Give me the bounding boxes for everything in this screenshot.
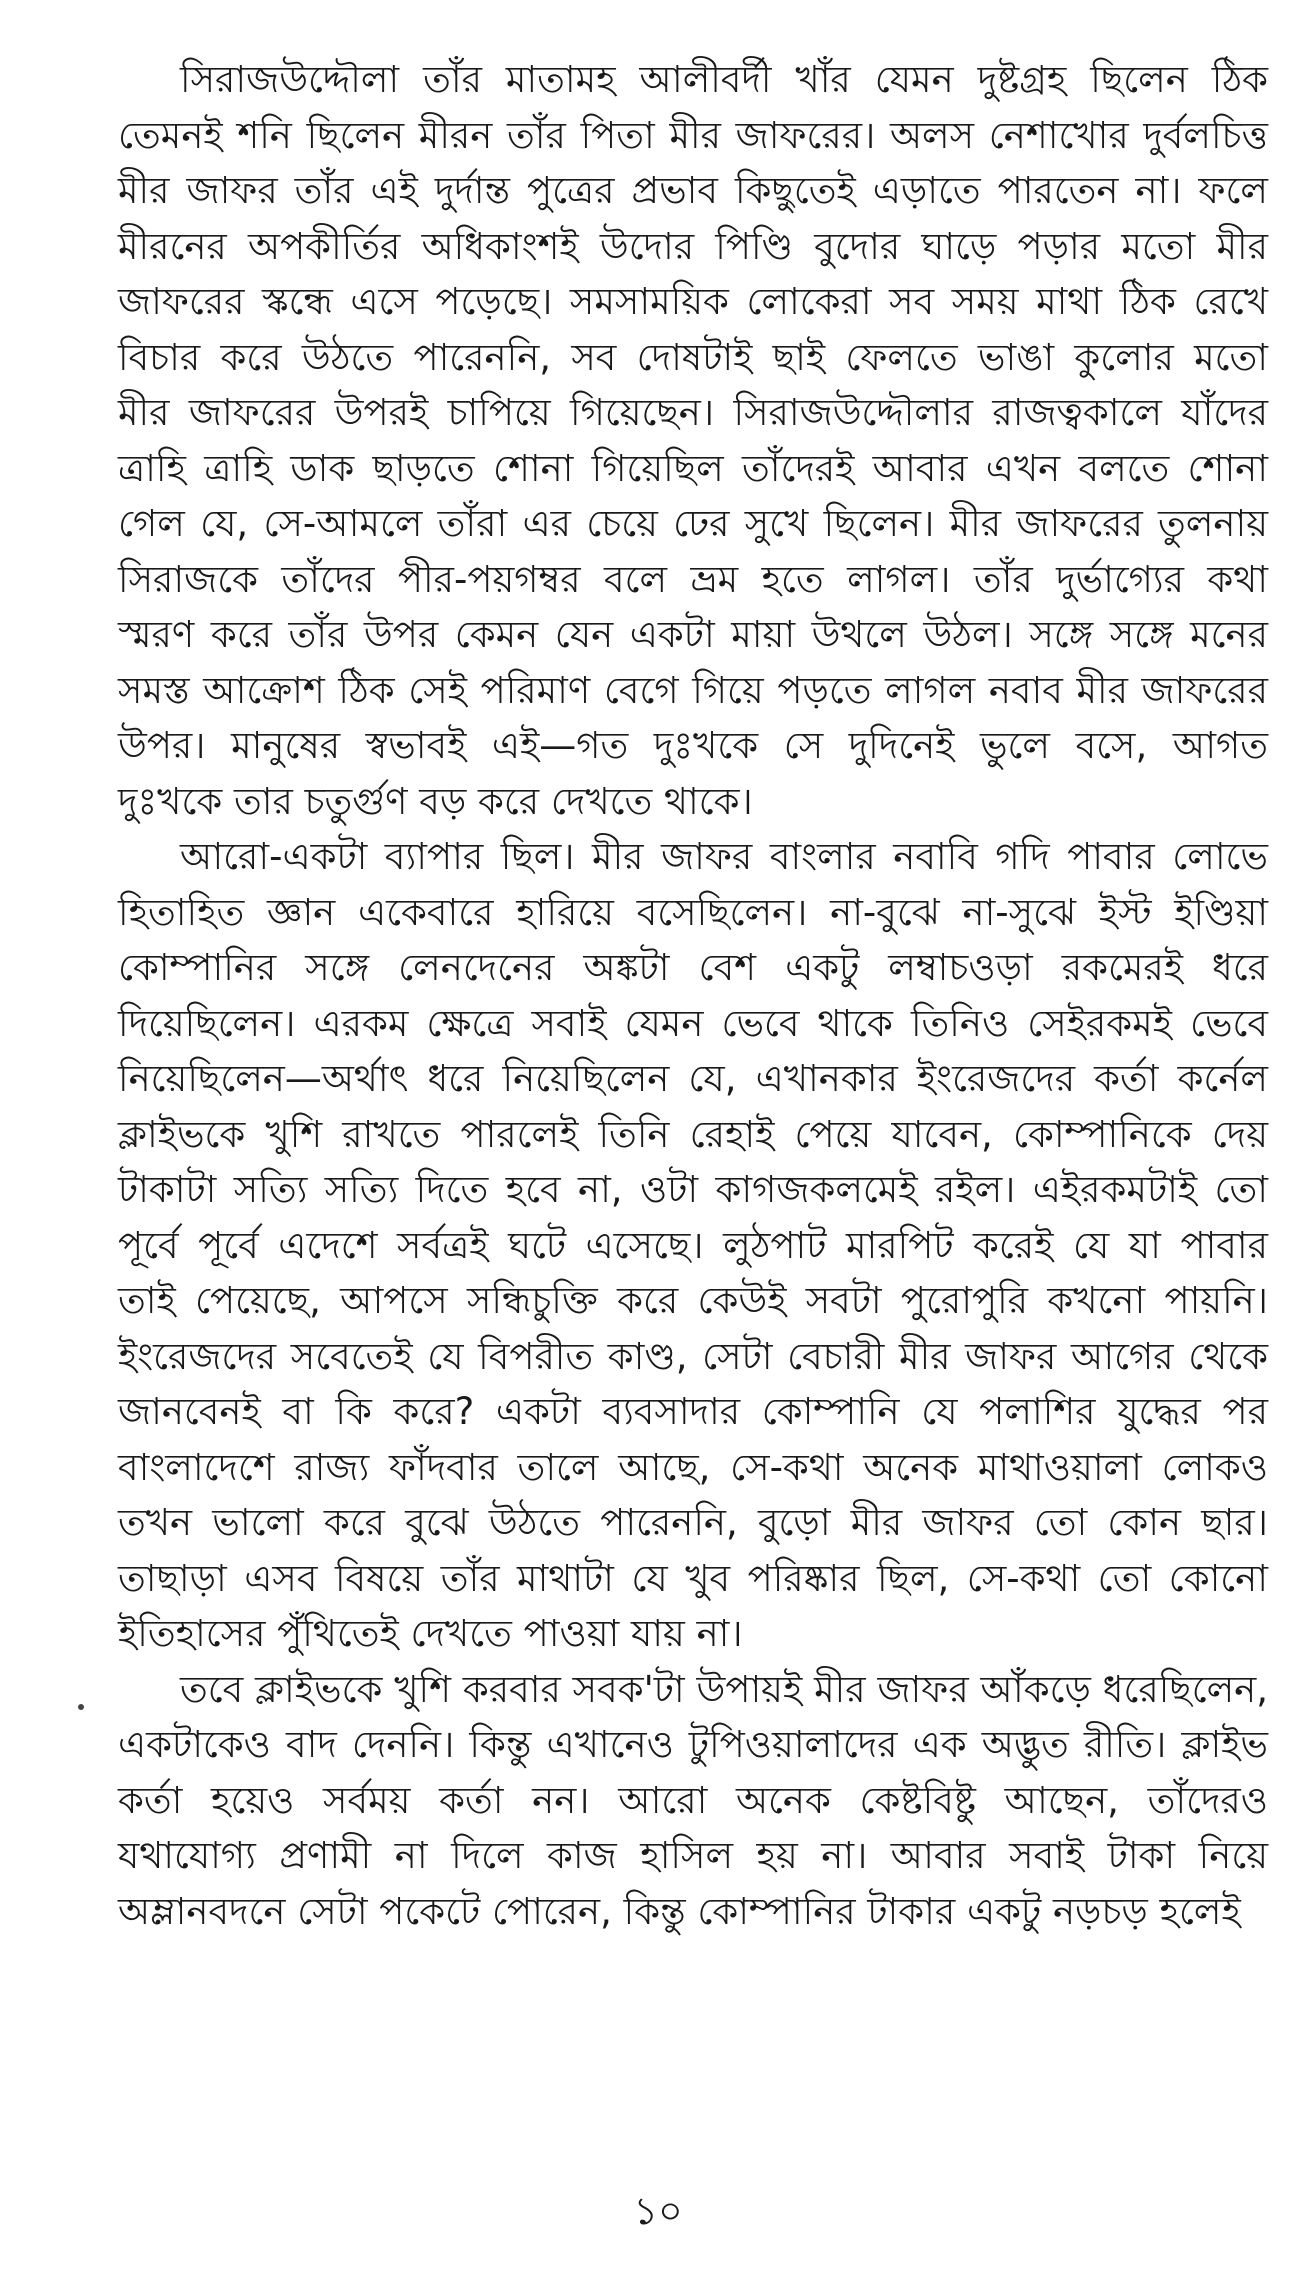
text-line: গেল যে, সে-আমলে তাঁরা এর চেয়ে ঢের সুখে ছিলেন। মীর জাফরের তুলনায় (118, 502, 1268, 545)
text-line: অম্লানবদনে সেটা পকেটে পোরেন, কিন্তু কোম্পানির টাকার একটু নড়চড় হলেই (118, 1889, 1241, 1933)
text-line: যথাযোগ্য প্রণামী না দিলে কাজ হাসিল হয় না। আবার সবাই টাকা নিয়ে (118, 1834, 1268, 1877)
text-line: ত্রাহি ত্রাহি ডাক ছাড়তে শোনা গিয়েছিল তাঁদেরই আবার এখন বলতে শোনা (118, 446, 1268, 490)
text-line: বাংলাদেশে রাজ্য ফাঁদবার তালে আছে, সে-কথা অনেক মাথাওয়ালা লোকও (118, 1445, 1268, 1489)
text-line: মীরনের অপকীর্তির অধিকাংশই উদোর পিণ্ডি বুদোর ঘাড়ে পড়ার মতো মীর (118, 224, 1268, 268)
text-line: ইতিহাসের পুঁথিতেই দেখতে পাওয়া যায় না। (118, 1612, 743, 1655)
text-line: জাফরের স্কন্ধে এসে পড়েছে। সমসাময়িক লোকেরা সব সময় মাথা ঠিক রেখে (118, 280, 1268, 323)
text-line: ক্লাইভকে খুশি রাখতে পারলেই তিনি রেহাই পেয়ে যাবেন, কোম্পানিকে দেয় (118, 1112, 1268, 1156)
paragraph-1 (118, 52, 1268, 829)
text-line: একটাকেও বাদ দেননি। কিন্তু এখানেও টুপিওয়ালাদের এক অদ্ভুত রীতি। ক্লাইভ (118, 1723, 1268, 1766)
text-line: জানবেনই বা কি করে? একটা ব্যবসাদার কোম্পানি যে পলাশির যুদ্ধের পর (118, 1390, 1268, 1433)
text-line: তখন ভালো করে বুঝে উঠতে পারেননি, বুড়ো মীর জাফর তো কোন ছার। (118, 1501, 1268, 1544)
text-line: টাকাটা সত্যি সত্যি দিতে হবে না, ওটা কাগজকলমেই রইল। এইরকমটাই তো (118, 1168, 1268, 1211)
text-line: দিয়েছিলেন। এরকম ক্ষেত্রে সবাই যেমন ভেবে থাকে তিনিও সেইরকমই ভেবে (118, 1001, 1268, 1045)
text-line: সমস্ত আক্রোশ ঠিক সেই পরিমাণ বেগে গিয়ে পড়তে লাগল নবাব মীর জাফরের (118, 668, 1268, 712)
page-number: ১০ (633, 2189, 683, 2233)
text-line: হিতাহিত জ্ঞান একেবারে হারিয়ে বসেছিলেন। না-বুঝে না-সুঝে ইস্ট ইণ্ডিয়া (118, 890, 1268, 934)
text-line: মীর জাফর তাঁর এই দুর্দান্ত পুত্রের প্রভাব কিছুতেই এড়াতে পারতেন না। ফলে (118, 169, 1268, 212)
text-line: তেমনই শনি ছিলেন মীরন তাঁর পিতা মীর জাফরের। অলস নেশাখোর দুর্বলচিত্ত (118, 113, 1268, 157)
text-line: সিরাজউদ্দৌলা তাঁর মাতামহ আলীবর্দী খাঁর যেমন দুষ্টগ্রহ ছিলেন ঠিক (180, 58, 1268, 101)
text-line: তাই পেয়েছে, আপসে সন্ধিচুক্তি করে কেউই সবটা পুরোপুরি কখনো পায়নি। (118, 1279, 1268, 1322)
text-line: বিচার করে উঠতে পারেননি, সব দোষটাই ছাই ফেলতে ভাঙা কুলোর মতো (118, 335, 1268, 379)
text-line: কোম্পানির সঙ্গে লেনদেনের অঙ্কটা বেশ একটু লম্বাচওড়া রকমেরই ধরে (118, 946, 1268, 989)
text-line: তাছাড়া এসব বিষয়ে তাঁর মাথাটা যে খুব পরিষ্কার ছিল, সে-কথা তো কোনো (118, 1556, 1268, 1600)
text-line: মীর জাফরের উপরই চাপিয়ে গিয়েছেন। সিরাজউদ্দৌলার রাজত্বকালে যাঁদের (118, 391, 1268, 434)
text-line: কর্তা হয়েও সর্বময় কর্তা নন। আরো অনেক কেষ্টবিষ্টু আছেন, তাঁদেরও (118, 1778, 1268, 1822)
margin-dot-mark (78, 1704, 84, 1710)
text-line: পূর্বে পূর্বে এদেশে সর্বত্রই ঘটে এসেছে। লুঠপাট মারপিট করেই যে যা পাবার (118, 1223, 1268, 1267)
text-line: সিরাজকে তাঁদের পীর-পয়গম্বর বলে ভ্রম হতে লাগল। তাঁর দুর্ভাগ্যের কথা (118, 557, 1268, 601)
text-line: স্মরণ করে তাঁর উপর কেমন যেন একটা মায়া উথলে উঠল। সঙ্গে সঙ্গে মনের (118, 613, 1268, 656)
text-line: দুঃখকে তার চতুর্গুণ বড় করে দেখতে থাকে। (118, 779, 753, 823)
text-line: উপর। মানুষের স্বভাবই এই—গত দুঃখকে সে দুদিনেই ভুলে বসে, আগত (118, 724, 1268, 767)
paragraph-3 (118, 1662, 1268, 1940)
text-line: নিয়েছিলেন—অর্থাৎ ধরে নিয়েছিলেন যে, এখানকার ইংরেজদের কর্তা কর্নেল (118, 1057, 1268, 1100)
text-line: আরো-একটা ব্যাপার ছিল। মীর জাফর বাংলার নবাবি গদি পাবার লোভে (180, 835, 1268, 878)
text-line: ইংরেজদের সবেতেই যে বিপরীত কাণ্ড, সেটা বেচারী মীর জাফর আগের থেকে (118, 1334, 1268, 1378)
paragraph-2 (118, 829, 1268, 1662)
text-line: তবে ক্লাইভকে খুশি করবার সবক'টা উপায়ই মীর জাফর আঁকড়ে ধরেছিলেন, (180, 1667, 1268, 1711)
page-body (118, 52, 1268, 1939)
